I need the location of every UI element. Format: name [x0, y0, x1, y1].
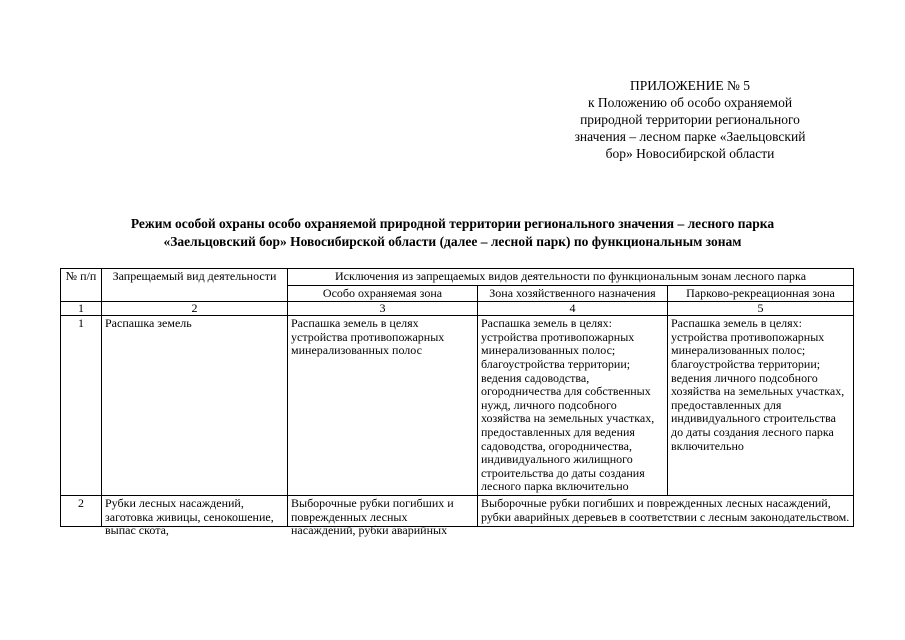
title-line-1: Режим особой охраны особо охраняемой природной территории регионального значения – лесного парка — [130, 216, 775, 231]
header-zone-protected: Особо охраняемая зона — [288, 285, 478, 302]
header-num: № п/п — [61, 269, 102, 302]
column-number: 5 — [668, 302, 854, 316]
appendix-header — [560, 77, 820, 162]
table-row — [61, 495, 854, 526]
row-zone-economic: Распашка земель в целях: устройства противопожарных минерализованных полос; благоустройства территории; ведения садоводства, огородничества для собственных нужд, личного подсобного хозяйства на земельных участках, предоставленных для ведения садоводства, огородничества, индивидуального жилищного строительства до даты создания лесного парка включительно — [478, 316, 668, 496]
header-zone-recreation: Парково-рекреационная зона — [668, 285, 854, 302]
column-number: 4 — [478, 302, 668, 316]
column-number-row — [61, 302, 854, 316]
row-activity: Распашка земель — [102, 316, 288, 496]
row-zone-protected — [288, 495, 478, 538]
appendix-line: природной территории регионального — [580, 112, 800, 127]
appendix-line: к Положению об особо охраняемой — [587, 95, 793, 110]
row-zone-protected-text: Выборочные рубки погибших и поврежденных лесных насаждений, рубки аварийных — [291, 495, 454, 538]
header-exceptions: Исключения из запрещаемых видов деятельности по функциональным зонам лесного парка — [288, 269, 854, 286]
regime-table — [60, 268, 854, 538]
table-row — [61, 316, 854, 496]
column-number: 2 — [102, 302, 288, 316]
row-activity — [102, 495, 288, 538]
appendix-line: бор» Новосибирской области — [605, 146, 775, 161]
row-num: 1 — [61, 316, 102, 496]
row-zone-recreation: Распашка земель в целях: устройства противопожарных минерализованных полос; благоустройства территории; ведения личного подсобного хозяйства на земельных участках, предоставленных для индивидуального строительства до даты создания лесного парка включительно — [668, 316, 854, 496]
header-activity: Запрещаемый вид деятельности — [102, 269, 288, 302]
appendix-line: значения – лесном парке «Заельцовский — [574, 129, 806, 144]
appendix-line: ПРИЛОЖЕНИЕ № 5 — [629, 78, 751, 93]
row-activity-text: Рубки лесных насаждений, заготовка живицы, сенокошение, выпас скота, — [105, 495, 274, 538]
document-title — [60, 215, 845, 251]
title-line-2: «Заельцовский бор» Новосибирской области (далее – лесной парк) по функциональным зонам — [163, 234, 742, 249]
row-zone-protected: Распашка земель в целях устройства противопожарных минерализованных полос — [288, 316, 478, 496]
header-zone-economic: Зона хозяйственного назначения — [478, 285, 668, 302]
column-number: 3 — [288, 302, 478, 316]
table-header-row — [61, 269, 854, 286]
row-num: 2 — [61, 495, 102, 526]
column-number: 1 — [61, 302, 102, 316]
row-zone-merged: Выборочные рубки погибших и поврежденных лесных насаждений, рубки аварийных деревьев в соответствии с лесным законодательством. — [478, 495, 854, 526]
